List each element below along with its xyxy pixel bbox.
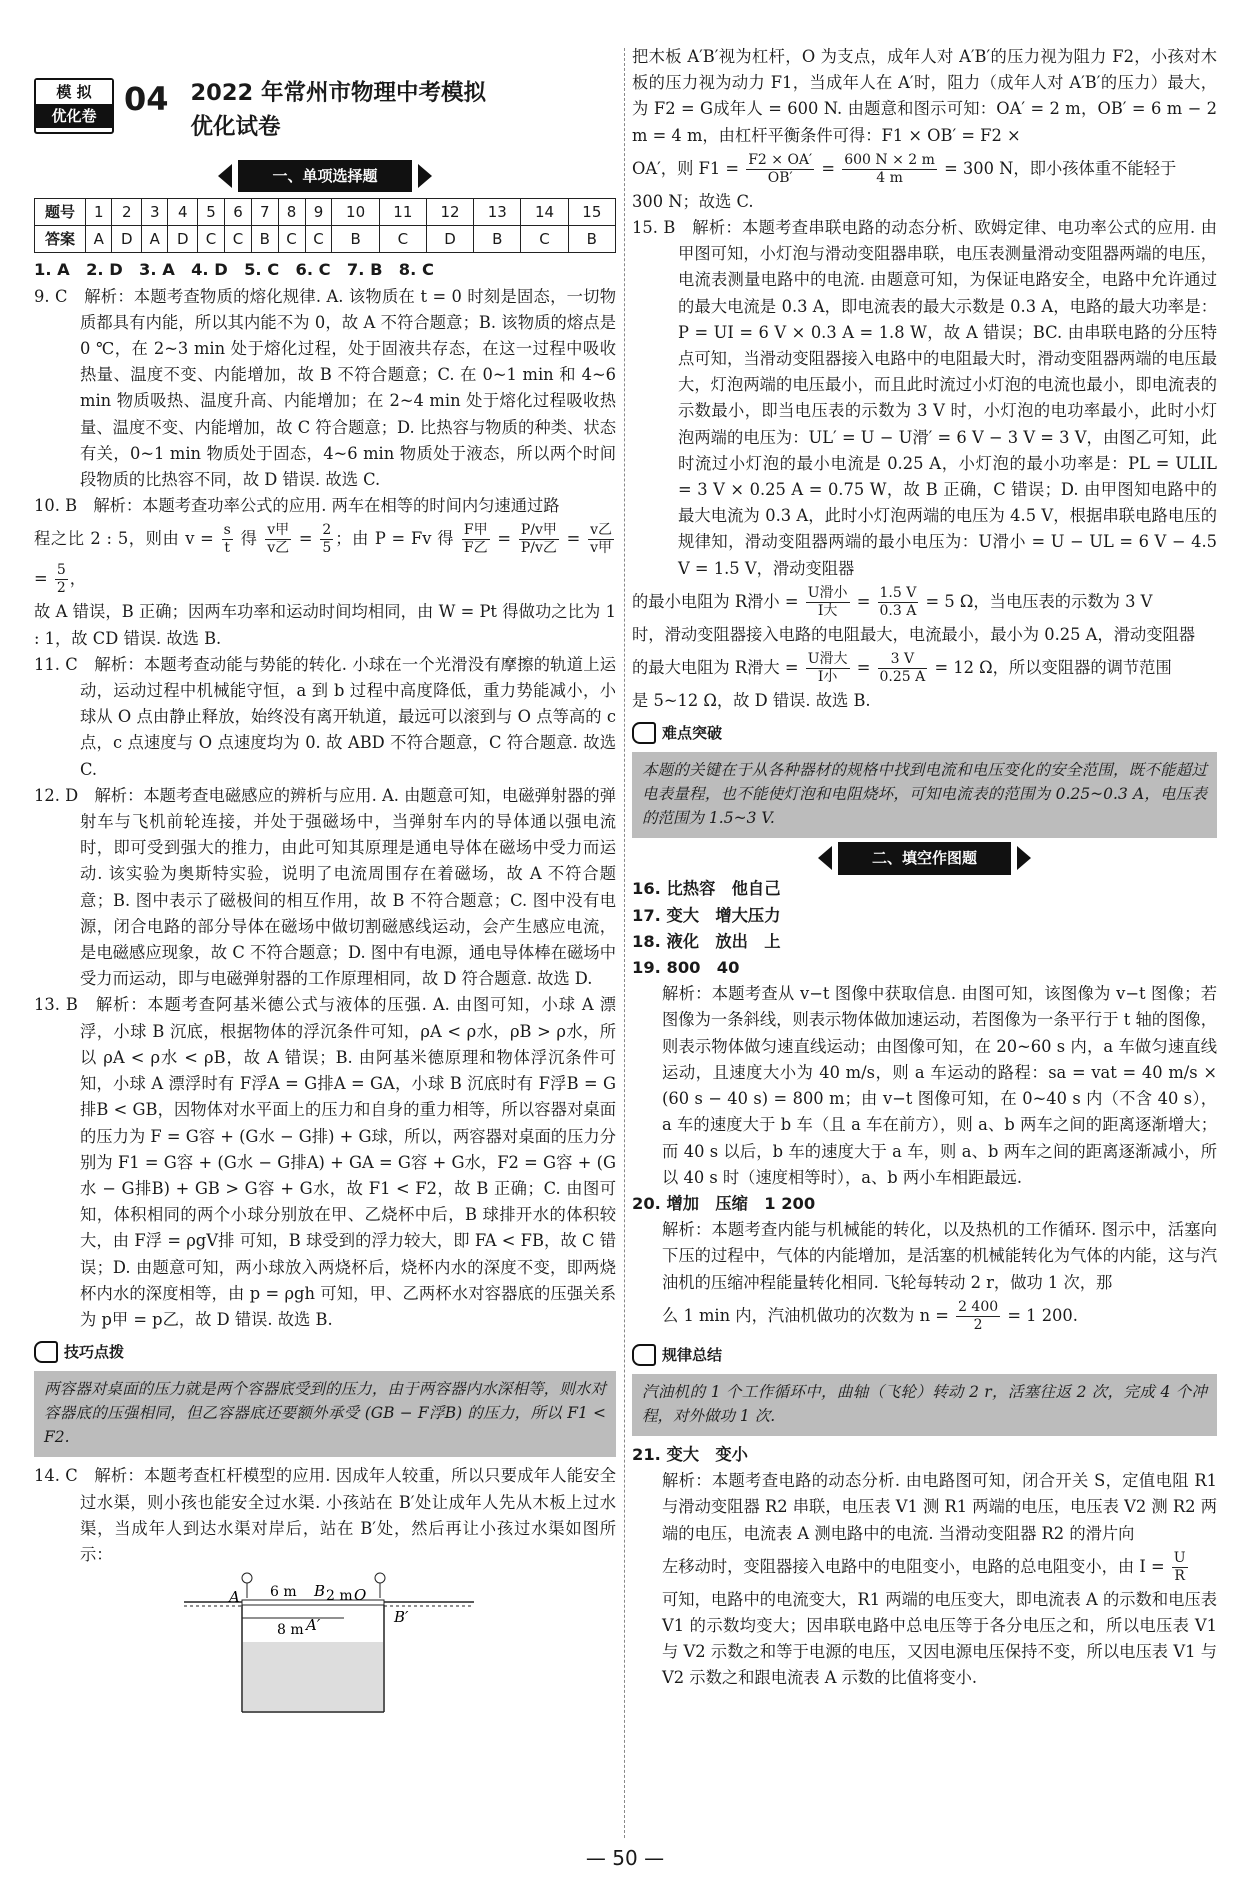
label-8m: 8 m bbox=[277, 1622, 304, 1639]
tip-title: 技巧点拨 bbox=[64, 1343, 125, 1362]
q20-text: 么 1 min 内，汽油机做功的次数为 n = bbox=[662, 1305, 949, 1325]
answer-q9: 9. C 解析：本题考查物质的熔化规律. A. 该物质在 t = 0 时刻是固态，一切物质都具有内能，所以其内能不为 0，故 A 不符合题意；B. 该物质的熔点是 0 ℃，在 2~3 min 处于熔化过程，处于固液共存态，在这一过程中吸收热量、温度不变、内能增加，故 B 不符合题意；C. 在 0~1 min 和 4~6 min 物质吸热、温度升高、内能增加；在 2~4 min 处于熔化过程吸收热量、温度不变、内能增加，故 C 符合题意；D. 比热容与物质的种类、状态有关，0~1 min 物质处于固态，4~6 min 物质处于液态，所以两个时间段物质的比热容不同，故 D 错误. 故选 C. bbox=[34, 286, 616, 490]
answer-q10: 10. B 解析：本题考查功率公式的应用. 两车在相等的时间内匀速通过路 bbox=[34, 496, 560, 516]
fraction bbox=[55, 562, 68, 597]
label-2m: 2 m bbox=[326, 1588, 353, 1605]
table-cell-number: 6 bbox=[224, 199, 251, 226]
table-cell-number: 3 bbox=[142, 199, 168, 226]
numerator: 3 V bbox=[878, 651, 928, 669]
denominator: P/v乙 bbox=[520, 540, 557, 557]
analysis-q20: 解析：本题考查内能与机械能的转化，以及热机的工作循环. 图示中，活塞向下压的过程中，气体的内能增加，是活塞的机械能转化为气体的内能，这与汽油机的压缩冲程能量转化相同. 飞轮每转动 2 r，做功 1 次，那 bbox=[662, 1220, 1217, 1292]
denominator: t bbox=[224, 540, 231, 557]
answer-q20: 20. 增加 压缩 1 200 bbox=[632, 1193, 816, 1213]
answer-q19: 19. 800 40 bbox=[632, 958, 740, 978]
answer-q14-end: 300 N；故选 C. bbox=[632, 191, 754, 211]
table-cell-answer: A bbox=[86, 226, 112, 253]
fraction bbox=[746, 152, 814, 187]
denominator: 0.25 A bbox=[879, 669, 926, 686]
denominator: 0.3 A bbox=[879, 602, 917, 619]
person-icon bbox=[242, 1573, 252, 1583]
table-cell-number: 2 bbox=[112, 199, 142, 226]
denominator: F乙 bbox=[463, 540, 488, 557]
answer-q17: 17. 变大 增大压力 bbox=[632, 905, 781, 925]
answer-q10-end: 故 A 错误，B 正确；因两车功率和运动时间均相同，由 W = Pt 得做功之比为 1 : 1，故 CD 错误. 故选 B. bbox=[34, 602, 616, 648]
denominator: 2 bbox=[973, 1316, 983, 1333]
answer-q10-math: 程之比 2 : 5，则由 v = $\frac{s}{t}$ 得 $\frac{\text{v甲}}{\text{v乙}}$ = $\frac{2}{5}$ ；由 P = Fv 得 $\frac{\text{F甲}}{\text{F乙}}$ = $\frac{\text{P/v甲}}{\text{P/v乙}}$ = $\frac{\text{v乙}}{\text{v甲}}$ = $\frac{5}{2}$ ， bbox=[34, 522, 612, 597]
answer-q12: 12. D 解析：本题考查电磁感应的辨析与应用. A. 由题意可知，电磁弹射器的弹射车与飞机前轮连接，并处于强磁场中，当弹射车内的导体通以强电流时，即可受到强大的推力，由此可知其原理是通电导体在磁场中受力而运动. 该实验为奥斯特实验，说明了电流周围存在着磁场，故 A 不符合题意；B. 图中表示了磁极间的相互作用，故 B 不符合题意；C. 图中没有电源，闭合电路的部分导体在磁场中做切割磁感线运动，会产生感应电流，是电磁感应现象，故 C 不符合题意；D. 图中有电源，通电导体棒在磁场中受力而运动，即与电磁弹射器的工作原理相同，故 D 符合题意. 故选 D. bbox=[34, 785, 616, 989]
table-cell-answer: D bbox=[426, 226, 473, 253]
left-column bbox=[34, 44, 616, 1730]
denominator: I大 bbox=[817, 602, 838, 619]
answer-q14-continued: 把木板 A′B′视为杠杆，O 为支点，成年人对 A′B′的压力视为阻力 F2，小孩对木板的压力视为动力 F1，当成年人在 A′时，阻力（成年人对 A′B′的压力）最大，为 F2 = G成年人 = 600 N. 由题意和图示可知：OA′ = 2 m，OB′ = 6 m − 2 m = 4 m，由杠杆平衡条件可得：F1 × OB′ = F2 × bbox=[632, 47, 1217, 145]
table-cell-answer: C bbox=[278, 226, 305, 253]
table-cell-number: 11 bbox=[379, 199, 426, 226]
table-cell-answer: B bbox=[474, 226, 521, 253]
tip-box: 本题的关键在于从各种器材的规格中找到电流和电压变化的安全范围，既不能超过电表量程，也不能使灯泡和电阻烧坏，可知电流表的范围为 0.25~0.3 A，电压表的范围为 1.5~3 V. bbox=[632, 752, 1217, 838]
answer-q15-math1: 的最小电阻为 R滑小 = $\frac{\text{U滑小}}{\text{I大}}$ = $\frac{1.5 V}{0.3 A}$ = 5 Ω，当电压表的示数为 3 V bbox=[632, 584, 1153, 619]
table-cell-answer: C bbox=[198, 226, 225, 253]
triangle-left-icon bbox=[818, 846, 832, 870]
answer-q16: 16. 比热容 他自己 bbox=[632, 879, 781, 899]
numerator: F2 × OA′ bbox=[748, 151, 813, 168]
denominator: I小 bbox=[817, 669, 838, 686]
table-cell-answer: A bbox=[142, 226, 168, 253]
q20-text: = 1 200. bbox=[1007, 1305, 1078, 1325]
section-title: 二、填空作图题 bbox=[835, 842, 1014, 874]
denominator: OB′ bbox=[767, 169, 793, 186]
table-cell-number: 7 bbox=[251, 199, 278, 226]
tip-box: 汽油机的 1 个工作循环中，曲轴（飞轮）转动 2 r，活塞往返 2 次，完成 4 个冲程，对外做功 1 次. bbox=[632, 1374, 1217, 1436]
denominator: v甲 bbox=[590, 540, 612, 557]
fraction bbox=[588, 522, 614, 557]
badge-top: 模 拟 bbox=[36, 80, 112, 104]
table-cell-number: 13 bbox=[474, 199, 521, 226]
tip-title: 难点突破 bbox=[662, 724, 723, 743]
hand-icon bbox=[34, 1341, 58, 1363]
fraction bbox=[519, 522, 559, 557]
table-cell-number: 5 bbox=[198, 199, 225, 226]
numerator: 600 N × 2 m bbox=[844, 151, 935, 168]
table-cell-number: 9 bbox=[305, 199, 332, 226]
q14-text: OA′，则 F1 = bbox=[632, 158, 740, 178]
answer-q15-math2: 的最大电阻为 R滑大 = $\frac{\text{U滑大}}{\text{I小}}$ = $\frac{3 V}{0.25 A}$ = 12 Ω，所以变阻器的调节范围 bbox=[632, 651, 1172, 686]
right-column bbox=[632, 44, 1217, 1692]
numerator: U滑大 bbox=[807, 651, 848, 668]
numerator: U bbox=[1173, 1549, 1186, 1566]
table-cell-answer: B bbox=[568, 226, 615, 253]
table-header-cell: 答案 bbox=[35, 226, 86, 253]
table-cell-answer: C bbox=[521, 226, 568, 253]
analysis-q19: 解析：本题考查从 v−t 图像中获取信息. 由图可知，该图像为 v−t 图像；若图像为一条斜线，则表示物体做加速运动，若图像为一条平行于 t 轴的图像，则表示物体做匀速直线运动；由图像可知，在 20~60 s 内，a 车做匀速直线运动，且速度大小为 40 m/s，则 a 车运动的路程：sa = vat = 40 m/s × (60 s − 40 s) = 800 m；由 v−t 图像可知，在 0~40 s 内（不含 40 s），a 车的速度大于 b 车（且 a 车在前方），则 a、b 两车之间的距离逐渐增大；而 40 s 以后，b 车的速度大于 a 车，则 a、b 两车之间的距离逐渐减小，所以 40 s 时（速度相等时），a、b 两小车相距最远. bbox=[662, 984, 1217, 1187]
exam-badge bbox=[34, 78, 114, 134]
fraction bbox=[806, 585, 850, 620]
page-number: — 50 — bbox=[585, 1846, 665, 1870]
numerator: s bbox=[223, 522, 231, 539]
q15-text: 的最大电阻为 R滑大 = bbox=[632, 658, 799, 678]
numerator: U滑小 bbox=[807, 584, 848, 601]
answer-q18: 18. 液化 放出 上 bbox=[632, 931, 781, 951]
numerator: 2 400 bbox=[958, 1298, 999, 1315]
answer-q14: 14. C 解析：本题考查杠杆模型的应用. 因成年人较重，所以只要成年人能安全过水渠，则小孩也能安全过水渠. 小孩站在 B′处让成年人先从木板上过水渠，当成年人到达水渠对岸后，站在 B′处，然后再让小孩过水渠如图所示： bbox=[34, 1466, 616, 1564]
triangle-left-icon bbox=[218, 164, 232, 188]
fraction bbox=[222, 522, 233, 557]
paper-number: 04 bbox=[124, 80, 169, 118]
denominator: 5 bbox=[322, 540, 332, 557]
paper-title bbox=[191, 76, 486, 144]
ground-right bbox=[384, 1602, 474, 1606]
table-cell-answer: D bbox=[168, 226, 198, 253]
tip-title: 规律总结 bbox=[662, 1345, 723, 1364]
badge-bottom: 优化卷 bbox=[36, 104, 112, 128]
page-header bbox=[34, 76, 616, 154]
q15-text: 的最小电阻为 R滑小 = bbox=[632, 591, 799, 611]
tip-header bbox=[632, 1342, 1217, 1368]
column-divider bbox=[624, 48, 625, 1838]
section-banner-choice bbox=[34, 162, 616, 190]
label-a: A bbox=[229, 1588, 240, 1607]
q21-text: 左移动时，变阻器接入电路中的电阻变小，电路的总电阻变小，由 I = bbox=[662, 1556, 1165, 1576]
section-title: 一、单项选择题 bbox=[235, 160, 414, 192]
table-cell-answer: C bbox=[224, 226, 251, 253]
title-line1: 2022 年常州市物理中考模拟 bbox=[190, 80, 486, 106]
table-cell-number: 1 bbox=[86, 199, 112, 226]
denominator: 2 bbox=[56, 580, 66, 597]
analysis-q21-end: 可知，电路中的电流变大，R1 两端的电压变大，即电流表 A 的示数和电压表 V1 的示数均变大；因串联电路中总电压等于各分电压之和，所以电压表 V1 与 V2 示数之和等于电源的电压，又因电源电压保持不变，所以电压表 V1 与 V2 示数之和跟电流表 A 示数的比值将变小. bbox=[662, 1589, 1217, 1688]
answer-table bbox=[34, 198, 616, 253]
label-b: B bbox=[314, 1582, 326, 1601]
fraction bbox=[1172, 1550, 1188, 1585]
table-cell-answer: C bbox=[379, 226, 426, 253]
tip-header bbox=[34, 1339, 616, 1365]
numerator: 2 bbox=[322, 522, 332, 539]
table-cell-number: 12 bbox=[426, 199, 473, 226]
triangle-right-icon bbox=[1017, 846, 1031, 870]
table-header-cell: 题号 bbox=[35, 199, 86, 226]
water-channel-figure bbox=[184, 1572, 484, 1722]
fraction bbox=[956, 1299, 1000, 1334]
table-cell-answer: B bbox=[251, 226, 278, 253]
short-answers: 1. A 2. D 3. A 4. D 5. C 6. C 7. B 8. C bbox=[34, 260, 434, 280]
fraction bbox=[806, 651, 850, 686]
water bbox=[243, 1642, 383, 1711]
numerator: P/v甲 bbox=[520, 522, 557, 539]
answer-q15: 15. B 解析：本题考查串联电路的动态分析、欧姆定律、电功率公式的应用. 由甲图可知，小灯泡与滑动变阻器串联，电压表测量滑动变阻器两端的电压，电流表测量电路中的电流. 由题意可知，为保证电路安全，电路中允许通过的最大电流是 0.3 A，即电流表的最大示数是 0.3 A，电路的最大功率是：P = UI = 6 V × 0.3 A = 1.8 W，故 A 错误；BC. 由串联电路的分压特点可知，当滑动变阻器接入电路中的电阻最大时，滑动变阻器两端的电压最大，灯泡两端的电压最小，而且此时流过小灯泡的电流也最小，即电流表的示数最小，即当电压表的示数为 3 V 时，小灯泡的电功率最小，此时小灯泡两端的电压为：UL′ = U − U滑′ = 6 V − 3 V = 3 V，由图乙可知，此时流过小灯泡的最小电流是 0.25 A，小灯泡的最小功率是：PL = ULIL = 3 V × 0.25 A = 0.75 W，故 B 正确，C 错误；D. 由甲图知电路中的最大电流为 0.3 A，此时小灯泡两端的电压为 4.5 V，根据串联电路电压的规律知，滑动变阻器两端的最小电压为：U滑小 = U − UL = 6 V − 4.5 V = 1.5 V，滑动变阻器 bbox=[632, 218, 1217, 578]
person-icon bbox=[375, 1573, 385, 1583]
q15-text: = 5 Ω，当电压表的示数为 3 V bbox=[925, 591, 1153, 611]
table-cell-number: 4 bbox=[168, 199, 198, 226]
answer-q21-math bbox=[632, 1547, 1217, 1587]
label-6m: 6 m bbox=[270, 1584, 297, 1601]
table-cell-number: 10 bbox=[332, 199, 379, 226]
answer-q14-math: OA′，则 F1 = $\frac{F2 \times OA'}{OB'}$ = $\frac{600 N \times 2 m}{4 m}$ = 300 N，即小孩体重不能轻于 bbox=[632, 151, 1177, 186]
numerator: 5 bbox=[56, 562, 66, 579]
fraction bbox=[265, 522, 291, 557]
table-cell-number: 14 bbox=[521, 199, 568, 226]
tip-box: 两容器对桌面的压力就是两个容器底受到的压力，由于两容器内水深相等，则水对容器底的压强相同，但乙容器底还要额外承受 (GB − F浮B) 的压力，所以 F1 < F2. bbox=[34, 1371, 616, 1457]
answer-q15-end: 是 5~12 Ω，故 D 错误. 故选 B. bbox=[632, 691, 871, 711]
fraction bbox=[878, 585, 919, 620]
table-cell-answer: B bbox=[332, 226, 379, 253]
table-cell-answer: C bbox=[305, 226, 332, 253]
hand-icon bbox=[632, 1344, 656, 1366]
denominator: R bbox=[1174, 1567, 1185, 1584]
denominator: v乙 bbox=[267, 540, 290, 557]
table-cell-number: 8 bbox=[278, 199, 305, 226]
denominator: 4 m bbox=[876, 169, 903, 186]
numerator: v乙 bbox=[590, 522, 612, 539]
answer-q21: 21. 变大 变小 bbox=[632, 1444, 748, 1464]
triangle-right-icon bbox=[418, 164, 432, 188]
answer-q13: 13. B 解析：本题考查阿基米德公式与液体的压强. A. 由图可知，小球 A 漂浮，小球 B 沉底，根据物体的浮沉条件可知，ρA < ρ水，ρB > ρ水，所以 ρA < ρ水 < ρB，故 A 错误；B. 由阿基米德原理和物体浮沉条件可知，小球 A 漂浮时有 F浮A = G排A = GA，小球 B 沉底时有 F浮B = G排B < GB，因物体对水平面上的压力和自身的重力相等，所以容器对桌面的压力为 F = G容 + (G水 − G排) + G球，所以，两容器对桌面的压力分别为 F1 = G容 + (G水 − G排A) + GA = G容 + G水，F2 = G容 + (G水 − G排B) + GB > G容 + G水，故 F1 < F2，故 B 正确；C. 由图可知，体积相同的两个小球分别放在甲、乙烧杯中后，B 球排开水的体积较大，由 F浮 = ρgV排 可知，B 球受到的浮力较大，即 FA < FB，故 C 错误；D. 由题意可知，两小球放入两烧杯后，烧杯内水的深度不变，即两烧杯内水的深度相等，由 p = ρgh 可知，甲、乙两杯水对容器底的压强关系为 p甲 = p乙，故 D 错误. 故选 B. bbox=[34, 995, 616, 1329]
fraction bbox=[462, 522, 490, 557]
label-b-prime: B′ bbox=[394, 1608, 409, 1627]
analysis-q21: 解析：本题考查电路的动态分析. 由电路图可知，闭合开关 S，定值电阻 R1 与滑动变阻器 R2 串联，电压表 V1 测 R1 两端的电压，电压表 V2 测 R2 两端的电压，电流表 A 测电路中的电流. 当滑动变阻器 R2 的滑片向 bbox=[662, 1471, 1217, 1543]
numerator: F甲 bbox=[463, 522, 488, 539]
label-o: O bbox=[354, 1586, 367, 1605]
fraction bbox=[878, 651, 928, 686]
q10-text: 程之比 2 : 5，则由 v = bbox=[34, 529, 214, 549]
q15-text: = 12 Ω，所以变阻器的调节范围 bbox=[934, 658, 1172, 678]
title-line2: 优化试卷 bbox=[190, 114, 281, 140]
answer-q20-math bbox=[632, 1296, 1217, 1336]
q14-text: = 300 N，即小孩体重不能轻于 bbox=[944, 158, 1177, 178]
hand-icon bbox=[632, 722, 656, 744]
fraction bbox=[842, 152, 937, 187]
numerator: 1.5 V bbox=[879, 584, 917, 601]
fraction bbox=[320, 522, 333, 557]
numerator: v甲 bbox=[267, 522, 290, 539]
section-banner-fill bbox=[632, 844, 1217, 872]
label-a-prime: A′ bbox=[306, 1616, 321, 1635]
q10-text: ；由 P = Fv 得 bbox=[335, 529, 455, 549]
table-cell-number: 15 bbox=[568, 199, 615, 226]
answer-q15-mid: 时，滑动变阻器接入电路的电阻最大，电流最小，最小为 0.25 A，滑动变阻器 bbox=[632, 624, 1196, 644]
answer-q11: 11. C 解析：本题考查动能与势能的转化. 小球在一个光滑没有摩擦的轨道上运动，运动过程中机械能守恒，a 到 b 过程中高度降低，重力势能减小，小球从 O 点由静止释放，始终没有离开轨道，最远可以滚到与 O 点等高的 c 点，c 点速度与 O 点速度均为 0. 故 ABD 不符合题意，C 符合题意. 故选 C. bbox=[34, 654, 616, 779]
tip-header bbox=[632, 720, 1217, 746]
table-cell-answer: D bbox=[112, 226, 142, 253]
